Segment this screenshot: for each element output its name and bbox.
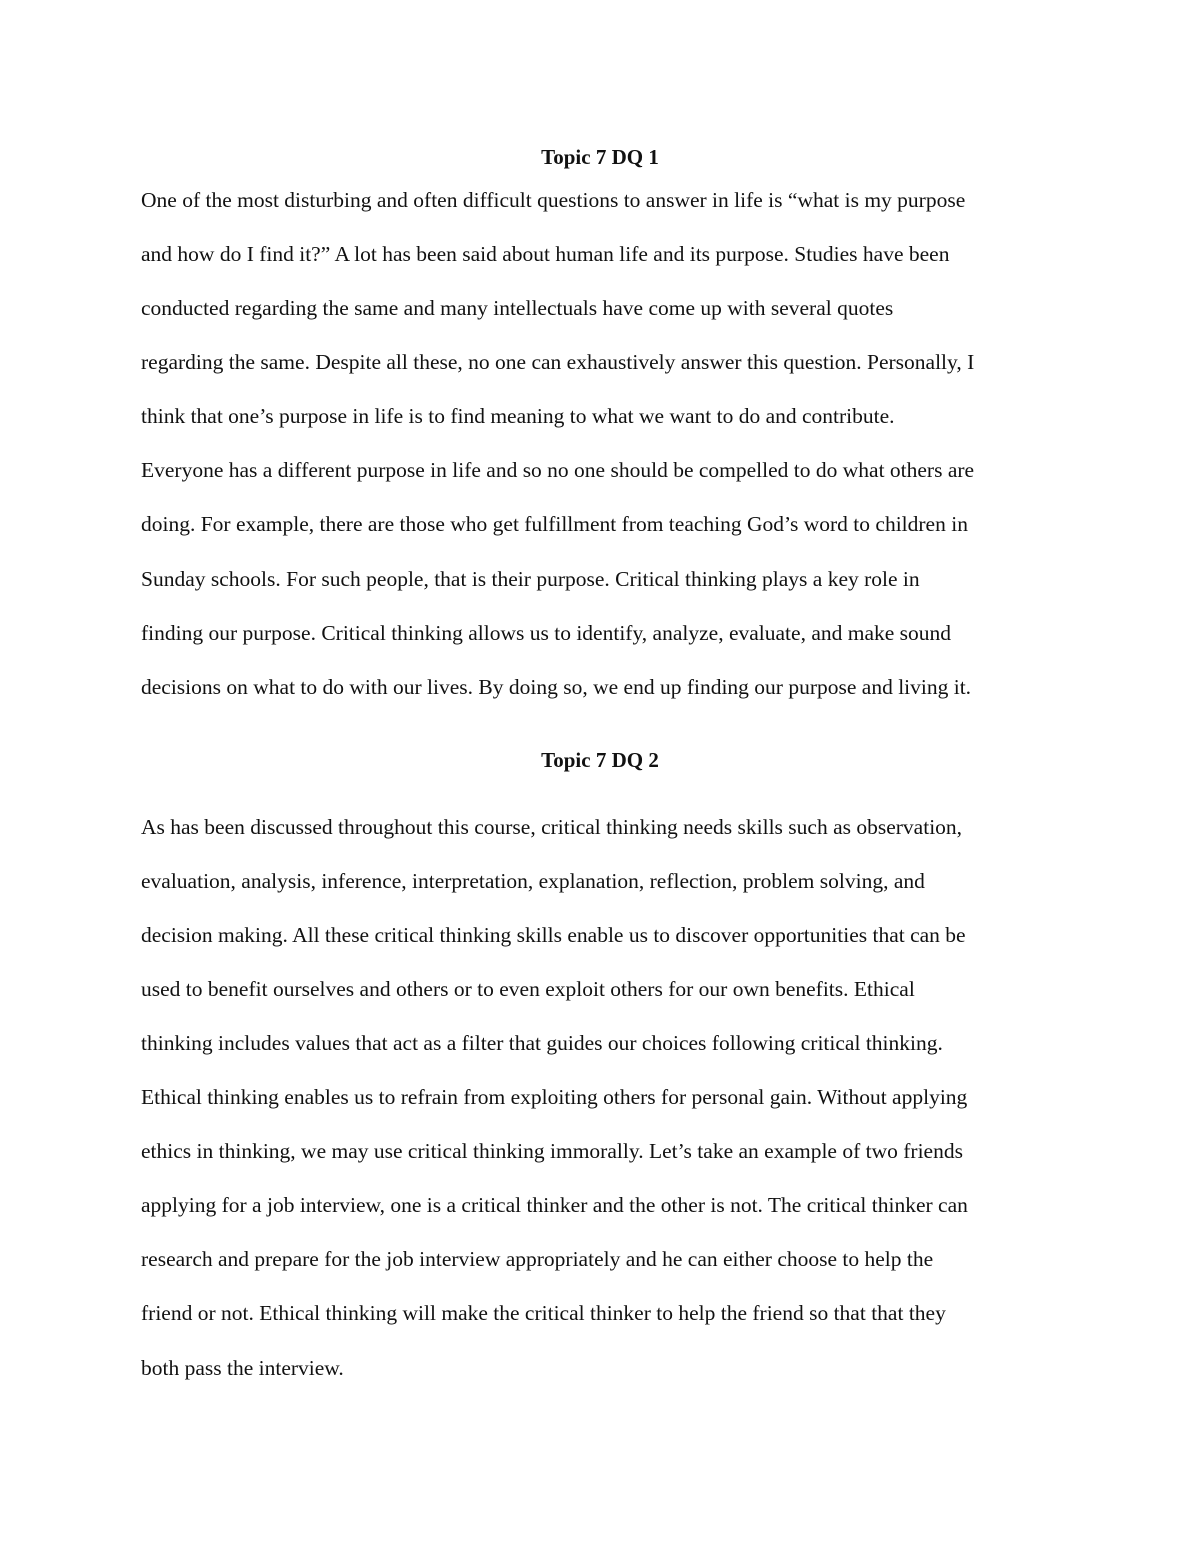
paragraph-line: applying for a job interview, one is a critical thinker and the other is not. The critical thinker can — [141, 1193, 968, 1217]
paragraph-line: research and prepare for the job interview appropriately and he can either choose to help the — [141, 1247, 934, 1271]
paragraph-line: used to benefit ourselves and others or to even exploit others for our own benefits. Ethical — [141, 977, 915, 1001]
paragraph-line: One of the most disturbing and often difficult questions to answer in life is “what is my purpose — [141, 188, 966, 212]
paragraph-line: ethics in thinking, we may use critical thinking immorally. Let’s take an example of two friends — [141, 1139, 963, 1163]
paragraph-line: Everyone has a different purpose in life and so no one should be compelled to do what others are — [141, 458, 975, 482]
section-heading-dq1: Topic 7 DQ 1 — [541, 145, 659, 169]
paragraph-line: both pass the interview. — [141, 1356, 344, 1380]
paragraph-line: and how do I find it?” A lot has been said about human life and its purpose. Studies have been — [141, 242, 950, 266]
paragraph-line: As has been discussed throughout this course, critical thinking needs skills such as observation, — [141, 815, 963, 839]
paragraph-line: Ethical thinking enables us to refrain from exploiting others for personal gain. Without applying — [141, 1085, 968, 1109]
paragraph-line: doing. For example, there are those who get fulfillment from teaching God’s word to children in — [141, 512, 968, 536]
paragraph-line: think that one’s purpose in life is to find meaning to what we want to do and contribute. — [141, 404, 895, 428]
paragraph-line: Sunday schools. For such people, that is their purpose. Critical thinking plays a key role in — [141, 567, 920, 591]
paragraph-line: friend or not. Ethical thinking will make the critical thinker to help the friend so that that they — [141, 1301, 946, 1325]
section-heading-dq2: Topic 7 DQ 2 — [541, 748, 659, 772]
paragraph-line: conducted regarding the same and many intellectuals have come up with several quotes — [141, 296, 894, 320]
paragraph-line: regarding the same. Despite all these, no one can exhaustively answer this question. Personally, I — [141, 350, 975, 374]
paragraph-line: thinking includes values that act as a filter that guides our choices following critical thinking. — [141, 1031, 943, 1055]
paragraph-line: finding our purpose. Critical thinking allows us to identify, analyze, evaluate, and make sound — [141, 621, 952, 645]
paragraph-line: decisions on what to do with our lives. By doing so, we end up finding our purpose and living it. — [141, 675, 972, 699]
paragraph-line: evaluation, analysis, inference, interpretation, explanation, reflection, problem solving, and — [141, 869, 925, 893]
paragraph-line: decision making. All these critical thinking skills enable us to discover opportunities that can be — [141, 923, 966, 947]
